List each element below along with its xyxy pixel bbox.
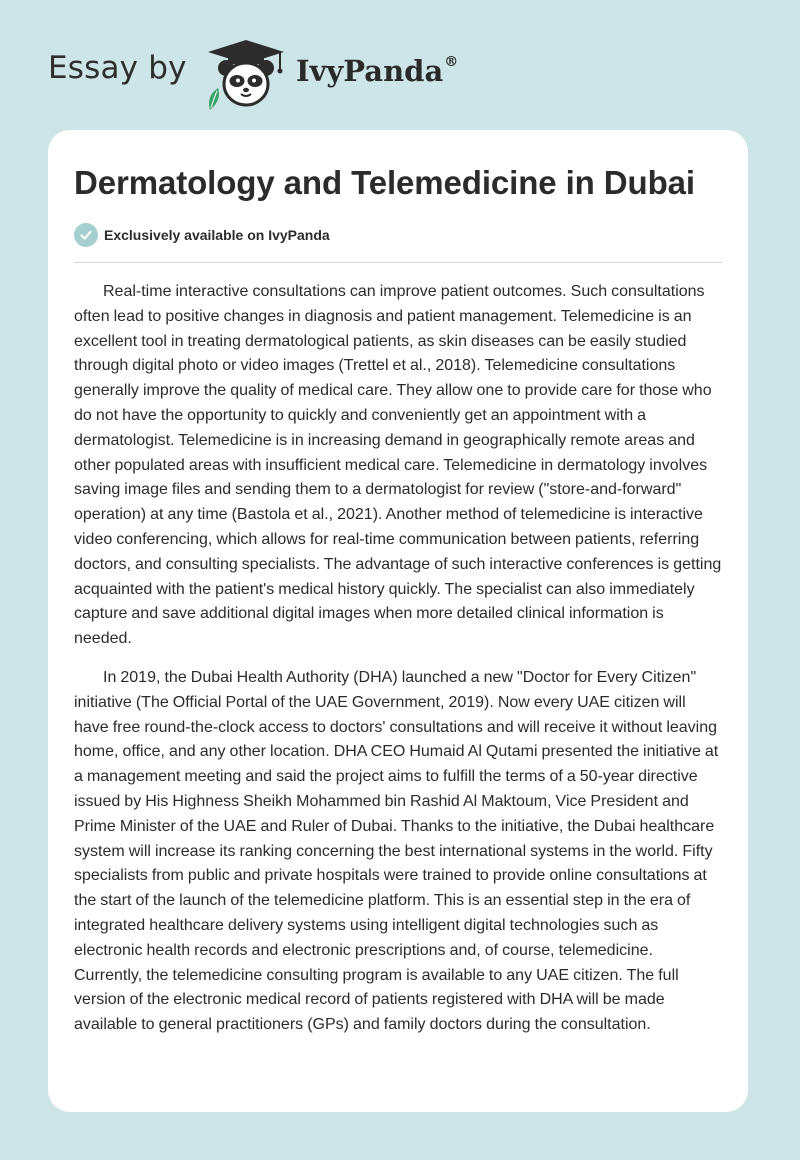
site-header — [48, 32, 528, 112]
divider — [74, 262, 722, 263]
exclusive-badge — [74, 222, 330, 248]
registered-mark: ® — [444, 54, 459, 71]
brand-name-text: IvyPanda — [296, 54, 444, 88]
check-circle-icon — [74, 223, 98, 247]
essay-body — [74, 280, 724, 1052]
essay-title: Dermatology and Telemedicine in Dubai — [74, 164, 695, 201]
paragraph-2: In 2019, the Dubai Health Authority (DHA) launched a new "Doctor for Every Citizen" initiative (The Official Portal of the UAE Government, 2019). Now every UAE citizen will have free round-the-clock access to doctors' consultations and will receive it without leaving home, office, and any other location. DHA CEO Humaid Al Qutami presented the initiative at a management meeting and said the project aims to fulfill the terms of a 50-year directive issued by His Highness Sheikh Mohammed bin Rashid Al Maktoum, Vice President and Prime Minister of the UAE and Ruler of Dubai. Thanks to the initiative, the Dubai healthcare system will increase its ranking concerning the best international systems in the world. Fifty specialists from public and private hospitals were trained to provide online consultations at the start of the launch of the telemedicine platform. This is an essential step in the era of integrated healthcare delivery systems using intelligent digital technologies such as electronic health records and electronic prescriptions and, of course, telemedicine. Currently, the telemedicine consulting program is available to any UAE citizen. The full version of the electronic medical record of patients registered with DHA will be made available to general practitioners (GPs) and family doctors during the consultation. — [74, 668, 719, 1034]
panda-graduate-icon[interactable] — [204, 36, 288, 112]
brand-prefix: Essay by — [48, 50, 187, 86]
essay-card — [48, 130, 748, 1112]
paragraph-1: Real-time interactive consultations can improve patient outcomes. Such consultations often lead to positive changes in diagnosis and patient management. Telemedicine is an excellent tool in treating dermatological patients, as skin diseases can be easily studied through digital photo or video images (Trettel et al., 2018). Telemedicine consultations generally improve the quality of medical care. They allow one to provide care for those who do not have the opportunity to quickly and conveniently get an appointment with a dermatologist. Telemedicine is in increasing demand in geographically remote areas and other populated areas with insufficient medical care. Telemedicine in dermatology involves saving image files and sending them to a dermatologist for review ("store-and-forward" operation) at any time (Bastola et al., 2021). Another method of telemedicine is interactive video conferencing, which allows for real-time communication between patients, referring doctors, and consulting specialists. The advantage of such interactive conferences is getting acquainted with the patient's medical history quickly. The specialist can also immediately capture and save additional digital images when more detailed clinical information is needed. — [74, 283, 722, 648]
brand-name[interactable] — [296, 54, 458, 88]
exclusive-badge-label: Exclusively available on IvyPanda — [104, 227, 330, 243]
